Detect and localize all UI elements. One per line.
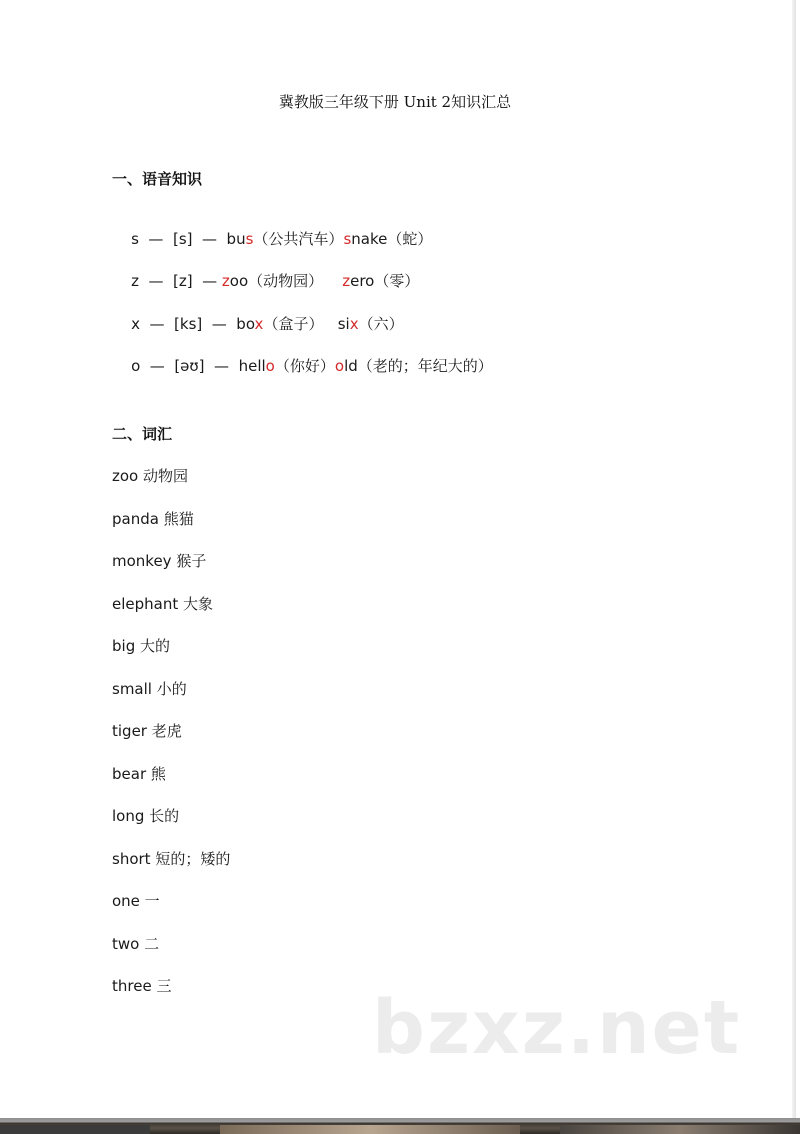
phonics-highlight-letter: o — [265, 357, 275, 375]
phonics-text: z — [z] — — [131, 272, 222, 290]
vocab-item: long 长的 — [112, 807, 180, 825]
phonics-text: o — [əʊ] — hell — [131, 357, 266, 375]
phonics-text: （六） — [358, 315, 404, 333]
phonics-text: oo（动物园） — [229, 272, 343, 290]
vocab-item: bear 熊 — [112, 765, 166, 783]
phonics-text: nake（蛇） — [351, 230, 433, 248]
vocab-item: short 短的；矮的 — [112, 850, 231, 868]
phonics-text: s — [s] — bu — [131, 230, 246, 248]
phonics-highlight-letter: s — [245, 230, 254, 248]
vocab-item: panda 熊猫 — [112, 510, 194, 528]
phonics-highlight-letter: x — [254, 315, 264, 333]
strip-segment — [220, 1125, 520, 1134]
phonics-text: ld（老的；年纪大的） — [344, 357, 493, 375]
phonics-text: x — [ks] — bo — [131, 315, 255, 333]
vocab-item: big 大的 — [112, 637, 170, 655]
vocabulary-heading: 二、词汇 — [112, 425, 173, 443]
phonics-text: （公共汽车） — [253, 230, 344, 248]
vocab-item: tiger 老虎 — [112, 722, 182, 740]
phonics-highlight-letter: o — [334, 357, 345, 375]
site-watermark: bzxz.net — [372, 985, 742, 1071]
vocab-item: zoo 动物园 — [112, 467, 188, 485]
page-edge — [792, 0, 796, 1118]
strip-segment — [0, 1125, 150, 1134]
vocab-item: small 小的 — [112, 680, 187, 698]
bottom-image-strip — [0, 1118, 800, 1134]
phonics-highlight-letter: z — [342, 272, 351, 290]
phonics-highlight-letter: s — [343, 230, 352, 248]
vocab-item: monkey 猴子 — [112, 552, 207, 570]
phonics-text: （你好） — [274, 357, 335, 375]
phonics-text: ero（零） — [350, 272, 420, 290]
phonics-heading: 一、语音知识 — [112, 170, 203, 188]
phonics-text: （盒子） si — [263, 315, 350, 333]
strip-segment — [560, 1125, 800, 1134]
document-title: 冀教版三年级下册 Unit 2知识汇总 — [278, 93, 512, 111]
phonics-highlight-letter: z — [221, 272, 230, 290]
vocab-item: two 二 — [112, 935, 160, 953]
phonics-line-o — [112, 337, 493, 394]
phonics-highlight-letter: x — [349, 315, 359, 333]
vocab-item: elephant 大象 — [112, 595, 214, 613]
vocab-item: one 一 — [112, 892, 160, 910]
vocab-item: three 三 — [112, 977, 172, 995]
